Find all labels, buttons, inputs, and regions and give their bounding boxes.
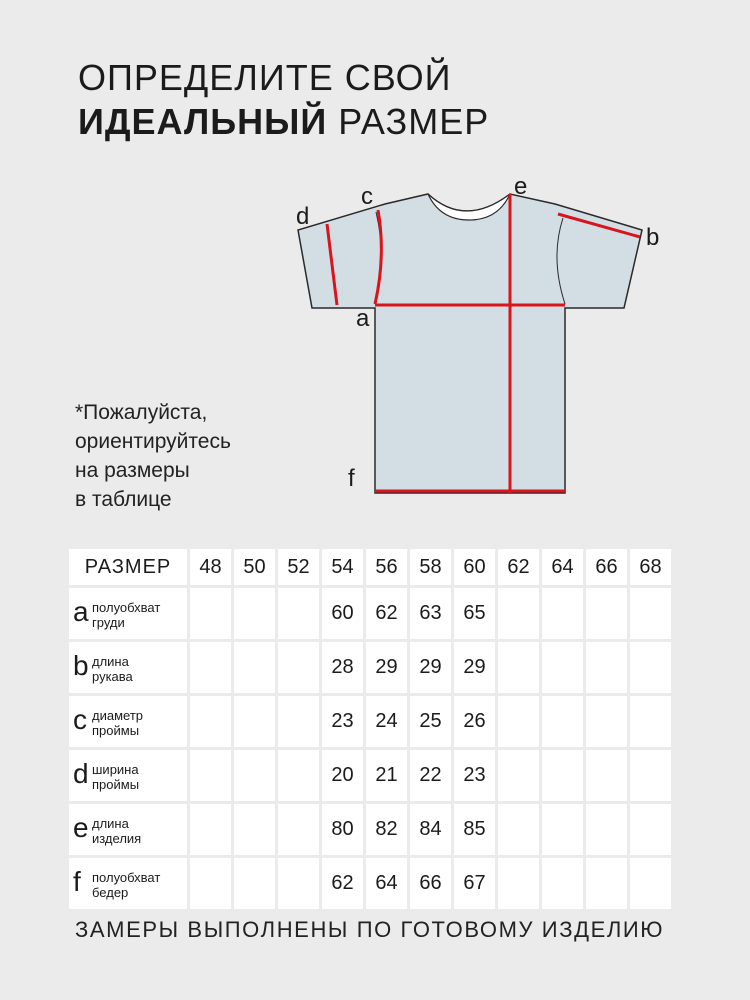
size-value-cell — [190, 804, 231, 855]
tshirt-measurement-diagram — [280, 168, 680, 508]
size-value-cell — [278, 696, 319, 747]
title-line-1: ОПРЕДЕЛИТЕ СВОЙ — [78, 57, 452, 98]
size-value-cell: 84 — [410, 804, 451, 855]
size-value-cell — [586, 696, 627, 747]
size-value-cell: 29 — [454, 642, 495, 693]
label-a: a — [356, 305, 370, 332]
size-value-cell — [542, 642, 583, 693]
table-row — [69, 858, 671, 909]
measurement-label — [69, 642, 187, 693]
size-value-cell — [190, 588, 231, 639]
measurement-letter: f — [73, 866, 81, 897]
size-header-cell: 62 — [498, 549, 539, 585]
measurement-label — [69, 696, 187, 747]
footer-note: ЗАМЕРЫ ВЫПОЛНЕНЫ ПО ГОТОВОМУ ИЗДЕЛИЮ — [75, 917, 665, 942]
measurement-description: длина изделия — [92, 816, 142, 846]
size-value-cell: 66 — [410, 858, 451, 909]
size-value-cell: 22 — [410, 750, 451, 801]
label-c: c — [361, 183, 373, 210]
table-row — [69, 642, 671, 693]
size-value-cell: 20 — [322, 750, 363, 801]
size-header-cell: 50 — [234, 549, 275, 585]
size-value-cell — [498, 804, 539, 855]
table-row — [69, 750, 671, 801]
note-line: на размеры — [75, 459, 190, 482]
size-value-cell — [630, 750, 671, 801]
title-bold-word: ИДЕАЛЬНЫЙ — [78, 101, 328, 142]
label-f: f — [348, 465, 355, 492]
size-table — [66, 546, 674, 912]
size-header-cell: 54 — [322, 549, 363, 585]
size-header-cell: 48 — [190, 549, 231, 585]
measurement-label — [69, 588, 187, 639]
note-line: ориентируйтесь — [75, 430, 231, 453]
measurement-description: ширина проймы — [92, 762, 140, 792]
measurement-description: полуобхват груди — [92, 600, 161, 630]
size-value-cell — [190, 642, 231, 693]
table-row — [69, 696, 671, 747]
size-value-cell: 29 — [410, 642, 451, 693]
note-line: в таблице — [75, 488, 172, 511]
measurement-letter: b — [73, 650, 89, 681]
size-value-cell — [278, 750, 319, 801]
size-value-cell: 85 — [454, 804, 495, 855]
label-d: d — [296, 203, 310, 230]
size-note — [75, 398, 231, 514]
size-value-cell — [498, 696, 539, 747]
size-value-cell — [234, 642, 275, 693]
size-value-cell: 65 — [454, 588, 495, 639]
measurement-label — [69, 804, 187, 855]
size-value-cell — [586, 642, 627, 693]
size-value-cell: 67 — [454, 858, 495, 909]
size-value-cell: 62 — [322, 858, 363, 909]
size-value-cell — [542, 858, 583, 909]
size-value-cell: 80 — [322, 804, 363, 855]
measurement-description: длина рукава — [92, 654, 133, 684]
size-value-cell: 23 — [454, 750, 495, 801]
size-value-cell — [630, 858, 671, 909]
size-value-cell — [586, 804, 627, 855]
size-value-cell — [586, 588, 627, 639]
size-header-cell: 68 — [630, 549, 671, 585]
size-value-cell — [278, 804, 319, 855]
size-value-cell — [234, 588, 275, 639]
measurement-letter: c — [73, 704, 87, 735]
measurement-letter: a — [73, 596, 89, 627]
size-value-cell — [498, 642, 539, 693]
size-value-cell — [498, 588, 539, 639]
table-header-row — [69, 549, 671, 585]
size-value-cell — [278, 642, 319, 693]
size-value-cell — [234, 750, 275, 801]
title-rest-word: РАЗМЕР — [338, 101, 490, 142]
size-value-cell — [542, 804, 583, 855]
size-header-cell: 56 — [366, 549, 407, 585]
size-value-cell — [234, 804, 275, 855]
size-value-cell — [190, 750, 231, 801]
measurement-description: полуобхват бедер — [92, 870, 161, 900]
size-value-cell — [630, 696, 671, 747]
page-title — [78, 56, 489, 144]
size-value-cell — [234, 858, 275, 909]
size-value-cell — [586, 858, 627, 909]
size-value-cell: 28 — [322, 642, 363, 693]
size-value-cell — [278, 858, 319, 909]
label-b: b — [646, 224, 660, 251]
table-row — [69, 588, 671, 639]
size-value-cell: 29 — [366, 642, 407, 693]
label-e: e — [514, 173, 528, 200]
size-value-cell — [630, 642, 671, 693]
size-value-cell — [542, 750, 583, 801]
size-value-cell: 60 — [322, 588, 363, 639]
size-header-cell: 52 — [278, 549, 319, 585]
size-value-cell — [498, 750, 539, 801]
size-value-cell — [190, 858, 231, 909]
size-value-cell: 62 — [366, 588, 407, 639]
measurement-description: диаметр проймы — [92, 708, 143, 738]
size-value-cell — [542, 696, 583, 747]
size-value-cell: 24 — [366, 696, 407, 747]
size-value-cell: 23 — [322, 696, 363, 747]
size-value-cell — [630, 588, 671, 639]
size-header-cell: 58 — [410, 549, 451, 585]
size-value-cell: 25 — [410, 696, 451, 747]
title-line-2 — [78, 100, 489, 144]
size-value-cell: 82 — [366, 804, 407, 855]
size-header-cell: 60 — [454, 549, 495, 585]
table-row — [69, 804, 671, 855]
note-line: *Пожалуйста, — [75, 401, 208, 424]
tshirt-body — [298, 194, 642, 493]
measurement-letter: d — [73, 758, 89, 789]
size-value-cell: 63 — [410, 588, 451, 639]
measurement-letter: e — [73, 812, 89, 843]
size-value-cell: 26 — [454, 696, 495, 747]
size-value-cell: 64 — [366, 858, 407, 909]
size-value-cell — [542, 588, 583, 639]
size-value-cell — [190, 696, 231, 747]
size-value-cell: 21 — [366, 750, 407, 801]
size-value-cell — [278, 588, 319, 639]
size-value-cell — [630, 804, 671, 855]
size-value-cell — [234, 696, 275, 747]
measurement-label — [69, 750, 187, 801]
size-header-cell: 64 — [542, 549, 583, 585]
size-value-cell — [586, 750, 627, 801]
size-header-cell: 66 — [586, 549, 627, 585]
size-value-cell — [498, 858, 539, 909]
size-header-label: РАЗМЕР — [69, 549, 187, 585]
measurement-label — [69, 858, 187, 909]
